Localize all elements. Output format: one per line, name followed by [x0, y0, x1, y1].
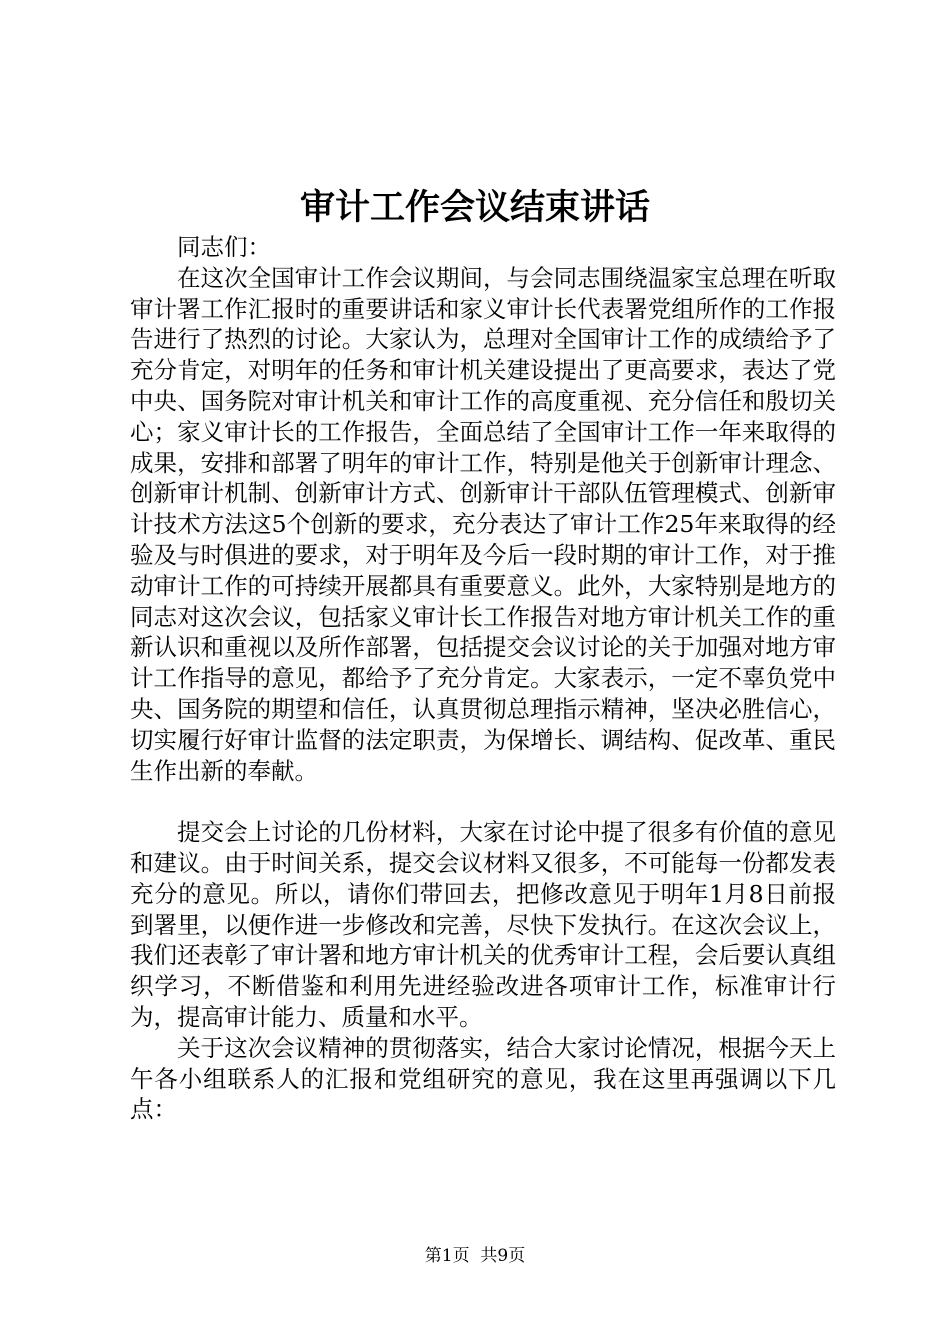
- paragraph-1: 在这次全国审计工作会议期间，与会同志围绕温家宝总理在听取审计署工作汇报时的重要讲话和家义审计长代表署党组所作的工作报告进行了热烈的讨论。大家认为，总理对全国审计工作的成绩给予了充分肯定，对明年的任务和审计机关建设提出了更高要求，表达了党中央、国务院对审计机关和审计工作的高度重视、充分信任和殷切关心；家义审计长的工作报告，全面总结了全国审计工作一年来取得的成果，安排和部署了明年的审计工作，特别是他关于创新审计理念、创新审计机制、创新审计方式、创新审计干部队伍管理模式、创新审计技术方法这5个创新的要求，充分表达了审计工作25年来取得的经验及与时俱进的要求，对于明年及今后一段时期的审计工作，对于推动审计工作的可持续开展都具有重要意义。此外，大家特别是地方的同志对这次会议，包括家义审计长工作报告对地方审计机关工作的重新认识和重视以及所作部署，包括提交会议讨论的关于加强对地方审计工作指导的意见，都给予了充分肯定。大家表示，一定不辜负党中央、国务院的期望和信任，认真贯彻总理指示精神，坚决必胜信心，切实履行好审计监督的法定职责，为保增长、调结构、促改革、重民生作出新的奉献。: [130, 263, 836, 785]
- document-body: [130, 232, 836, 1125]
- document-title: 审计工作会议结束讲话: [299, 187, 650, 228]
- paragraph-3: 关于这次会议精神的贯彻落实，结合大家讨论情况，根据今天上午各小组联系人的汇报和党组研究的意见，我在这里再强调以下几点：: [130, 1033, 836, 1124]
- paragraph-2: 提交会上讨论的几份材料，大家在讨论中提了很多有价值的意见和建议。由于时间关系，提交会议材料又很多，不可能每一份都发表充分的意见。所以，请你们带回去，把修改意见于明年1月8日前报到署里，以便作进一步修改和完善，尽快下发执行。在这次会议上，我们还表彰了审计署和地方审计机关的优秀审计工程，会后要认真组织学习，不断借鉴和利用先进经验改进各项审计工作，标准审计行为，提高审计能力、质量和水平。: [130, 818, 836, 1031]
- paragraph-spacer: [130, 786, 836, 817]
- page-number-label: 第1页 共9页: [424, 1246, 526, 1266]
- page-footer: [0, 1244, 950, 1268]
- salutation: 同志们：: [177, 233, 271, 261]
